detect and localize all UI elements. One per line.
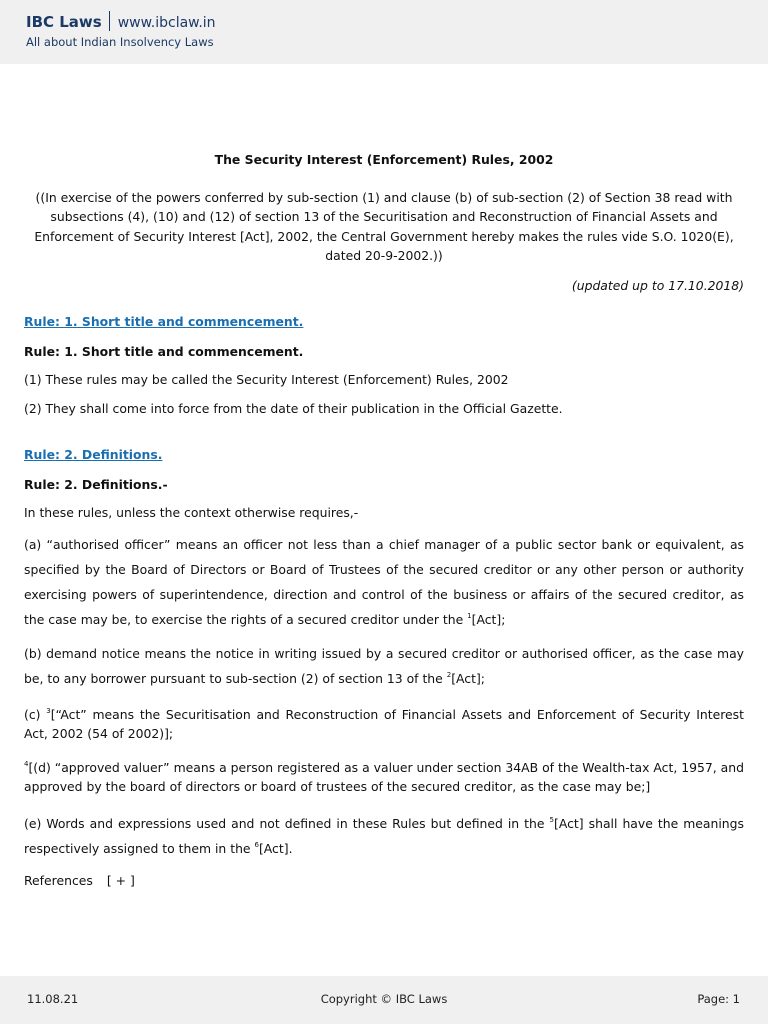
definition-e-end: [Act]. (258, 840, 293, 856)
definition-c-text: [“Act” means the Securitisation and Reconstruction of Financial Assets and Enforcement of Security Interest Act, 2002 (54 of 2002)]; (24, 706, 744, 741)
section-gap (24, 427, 744, 445)
rule-2-intro: In these rules, unless the context otherwise requires,- (24, 505, 359, 520)
footnote-ref-4: 4 (24, 759, 29, 768)
references-label: References (24, 872, 93, 888)
page-header (0, 0, 768, 64)
tagline: All about Indian Insolvency Laws (26, 35, 214, 49)
definition-c-prefix: (c) (24, 706, 47, 722)
definition-b-end: [Act]; (451, 670, 485, 686)
footer-copyright: Copyright © IBC Laws (320, 992, 448, 1006)
rule-2-link[interactable]: Rule: 2. Definitions. (24, 447, 163, 462)
brand-name: IBC Laws (26, 13, 102, 31)
definition-a-text: (a) “authorised officer” means an officer not less than a chief manager of a public sector bank or equivalent, as specified by the Board of Directors or Board of Trustees of the secured creditor or any other person or authority exercising powers of superintendence, direction and control of the business or affairs of the secured creditor, as the case may be, to exercise the rights of a secured creditor under the (24, 536, 744, 627)
document-body (24, 150, 744, 890)
document-title: The Security Interest (Enforcement) Rules, 2002 (214, 152, 554, 167)
footer-date: 11.08.21 (27, 992, 79, 1006)
definition-e-text: (e) Words and expressions used and not defined in these Rules but defined in the (24, 815, 550, 831)
definition-e (24, 811, 744, 861)
definition-a-end: [Act]; (471, 611, 506, 627)
references (24, 871, 744, 891)
definition-b (24, 641, 744, 691)
footnote-ref-2: 2 (446, 670, 452, 679)
rule-1-link[interactable]: Rule: 1. Short title and commencement. (24, 314, 304, 329)
references-expand-toggle[interactable]: [ + ] (106, 872, 135, 888)
definition-a (24, 532, 744, 632)
rule-1-clause-2: (2) They shall come into force from the date of their publication in the Official Gazette. (24, 400, 563, 416)
rule-1-clause-1: (1) These rules may be called the Security Interest (Enforcement) Rules, 2002 (24, 372, 509, 387)
definition-d (24, 758, 744, 797)
preamble: ((In exercise of the powers conferred by sub-section (1) and clause (b) of sub-section (2) of Section 38 read with subsections (4), (10) and (12) of section 13 of the Securitisation and Reconstruction of Financial Assets and Enforcement of Security Interest [Act], 2002, the Central Government hereby makes the rules vide S.O. 1020(E), dated 20-9-2002.)) (34, 189, 734, 263)
definition-b-text: (b) demand notice means the notice in writing issued by a secured creditor or authorised officer, as the case may be, to any borrower pursuant to sub-section (2) of section 13 of the (24, 645, 744, 686)
definition-c (24, 705, 744, 744)
footnote-ref-1: 1 (467, 611, 472, 620)
brand-divider (109, 11, 110, 31)
rule-2-heading: Rule: 2. Definitions.- (24, 476, 168, 492)
page-number: Page: 1 (697, 992, 740, 1006)
page-footer (0, 976, 768, 1024)
rule-1-heading: Rule: 1. Short title and commencement. (24, 343, 304, 359)
footnote-ref-6: 6 (254, 840, 259, 849)
brand (26, 11, 216, 31)
footnote-ref-5: 5 (549, 815, 555, 824)
footnote-ref-3: 3 (46, 706, 51, 715)
definition-d-text: [(d) “approved valuer” means a person registered as a valuer under section 34AB of the Wealth-tax Act, 1957, and approved by the board of directors or board of trustees of the secured creditor, as the case may be;] (24, 759, 744, 794)
definition-e-mid: [Act] shall have the meanings respectively assigned to them in the (24, 815, 744, 856)
updated-note: (updated up to 17.10.2018) (571, 277, 744, 293)
site-link[interactable]: www.ibclaw.in (117, 15, 216, 31)
